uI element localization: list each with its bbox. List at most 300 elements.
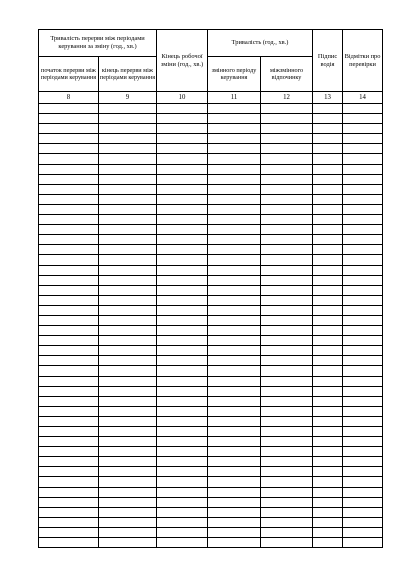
entry-cell[interactable] [157,517,208,527]
entry-cell[interactable] [99,265,157,275]
entry-cell[interactable] [313,447,343,457]
entry-cell[interactable] [157,487,208,497]
entry-cell[interactable] [261,366,313,376]
entry-cell[interactable] [313,134,343,144]
entry-cell[interactable] [157,386,208,396]
entry-cell[interactable] [343,114,383,124]
entry-cell[interactable] [39,134,99,144]
entry-cell[interactable] [313,104,343,114]
entry-cell[interactable] [39,215,99,225]
entry-cell[interactable] [39,527,99,537]
entry-cell[interactable] [313,416,343,426]
entry-cell[interactable] [343,295,383,305]
entry-cell[interactable] [313,255,343,265]
entry-cell[interactable] [261,265,313,275]
entry-cell[interactable] [261,194,313,204]
entry-cell[interactable] [39,194,99,204]
entry-cell[interactable] [99,134,157,144]
entry-cell[interactable] [99,245,157,255]
entry-cell[interactable] [313,527,343,537]
entry-cell[interactable] [343,285,383,295]
entry-cell[interactable] [313,406,343,416]
entry-cell[interactable] [157,285,208,295]
entry-cell[interactable] [261,215,313,225]
entry-cell[interactable] [157,477,208,487]
entry-cell[interactable] [313,487,343,497]
entry-cell[interactable] [261,386,313,396]
entry-cell[interactable] [99,507,157,517]
entry-cell[interactable] [313,285,343,295]
entry-cell[interactable] [208,477,261,487]
entry-cell[interactable] [261,457,313,467]
entry-cell[interactable] [208,396,261,406]
entry-cell[interactable] [261,326,313,336]
entry-cell[interactable] [208,386,261,396]
entry-cell[interactable] [208,346,261,356]
entry-cell[interactable] [208,235,261,245]
entry-cell[interactable] [208,457,261,467]
entry-cell[interactable] [261,275,313,285]
entry-cell[interactable] [343,235,383,245]
entry-cell[interactable] [313,184,343,194]
entry-cell[interactable] [208,376,261,386]
entry-cell[interactable] [261,124,313,134]
entry-cell[interactable] [313,154,343,164]
entry-cell[interactable] [343,144,383,154]
entry-cell[interactable] [343,457,383,467]
entry-cell[interactable] [343,184,383,194]
entry-cell[interactable] [313,174,343,184]
entry-cell[interactable] [313,305,343,315]
entry-cell[interactable] [39,104,99,114]
entry-cell[interactable] [39,144,99,154]
entry-cell[interactable] [157,396,208,406]
entry-cell[interactable] [261,538,313,548]
entry-cell[interactable] [99,447,157,457]
entry-cell[interactable] [261,487,313,497]
entry-cell[interactable] [343,427,383,437]
entry-cell[interactable] [208,164,261,174]
entry-cell[interactable] [39,447,99,457]
entry-cell[interactable] [39,174,99,184]
entry-cell[interactable] [39,538,99,548]
entry-cell[interactable] [261,356,313,366]
entry-cell[interactable] [99,315,157,325]
entry-cell[interactable] [313,275,343,285]
entry-cell[interactable] [261,517,313,527]
entry-cell[interactable] [39,235,99,245]
entry-cell[interactable] [157,427,208,437]
entry-cell[interactable] [313,235,343,245]
entry-cell[interactable] [343,305,383,315]
entry-cell[interactable] [157,124,208,134]
entry-cell[interactable] [343,437,383,447]
entry-cell[interactable] [343,245,383,255]
entry-cell[interactable] [99,376,157,386]
entry-cell[interactable] [313,124,343,134]
entry-cell[interactable] [99,154,157,164]
entry-cell[interactable] [208,204,261,214]
entry-cell[interactable] [99,124,157,134]
entry-cell[interactable] [157,356,208,366]
entry-cell[interactable] [313,295,343,305]
entry-cell[interactable] [208,194,261,204]
entry-cell[interactable] [39,204,99,214]
entry-cell[interactable] [313,336,343,346]
entry-cell[interactable] [157,204,208,214]
entry-cell[interactable] [157,406,208,416]
entry-cell[interactable] [208,285,261,295]
entry-cell[interactable] [39,305,99,315]
entry-cell[interactable] [343,336,383,346]
entry-cell[interactable] [343,154,383,164]
entry-cell[interactable] [343,416,383,426]
entry-cell[interactable] [343,517,383,527]
entry-cell[interactable] [208,527,261,537]
entry-cell[interactable] [208,517,261,527]
entry-cell[interactable] [343,315,383,325]
entry-cell[interactable] [99,204,157,214]
entry-cell[interactable] [99,396,157,406]
entry-cell[interactable] [208,427,261,437]
entry-cell[interactable] [99,104,157,114]
entry-cell[interactable] [208,447,261,457]
entry-cell[interactable] [313,164,343,174]
entry-cell[interactable] [208,104,261,114]
entry-cell[interactable] [313,225,343,235]
entry-cell[interactable] [343,447,383,457]
entry-cell[interactable] [261,315,313,325]
entry-cell[interactable] [313,386,343,396]
entry-cell[interactable] [208,245,261,255]
entry-cell[interactable] [208,124,261,134]
entry-cell[interactable] [261,427,313,437]
entry-cell[interactable] [261,497,313,507]
entry-cell[interactable] [208,487,261,497]
entry-cell[interactable] [343,527,383,537]
entry-cell[interactable] [157,346,208,356]
entry-cell[interactable] [157,144,208,154]
entry-cell[interactable] [99,164,157,174]
entry-cell[interactable] [313,114,343,124]
entry-cell[interactable] [313,346,343,356]
entry-cell[interactable] [343,366,383,376]
entry-cell[interactable] [39,406,99,416]
entry-cell[interactable] [343,538,383,548]
entry-cell[interactable] [208,275,261,285]
entry-cell[interactable] [208,255,261,265]
entry-cell[interactable] [39,275,99,285]
entry-cell[interactable] [157,275,208,285]
entry-cell[interactable] [261,396,313,406]
entry-cell[interactable] [39,507,99,517]
entry-cell[interactable] [208,315,261,325]
entry-cell[interactable] [99,487,157,497]
entry-cell[interactable] [99,275,157,285]
entry-cell[interactable] [313,497,343,507]
entry-cell[interactable] [99,174,157,184]
entry-cell[interactable] [157,447,208,457]
entry-cell[interactable] [313,427,343,437]
entry-cell[interactable] [39,376,99,386]
entry-cell[interactable] [157,497,208,507]
entry-cell[interactable] [313,517,343,527]
entry-cell[interactable] [208,497,261,507]
entry-cell[interactable] [343,396,383,406]
entry-cell[interactable] [343,255,383,265]
entry-cell[interactable] [157,376,208,386]
entry-cell[interactable] [313,245,343,255]
entry-cell[interactable] [313,366,343,376]
entry-cell[interactable] [39,427,99,437]
entry-cell[interactable] [157,295,208,305]
entry-cell[interactable] [313,215,343,225]
entry-cell[interactable] [99,346,157,356]
entry-cell[interactable] [39,315,99,325]
entry-cell[interactable] [157,164,208,174]
entry-cell[interactable] [39,386,99,396]
entry-cell[interactable] [313,265,343,275]
entry-cell[interactable] [261,416,313,426]
entry-cell[interactable] [99,255,157,265]
entry-cell[interactable] [39,497,99,507]
entry-cell[interactable] [99,527,157,537]
entry-cell[interactable] [99,285,157,295]
entry-cell[interactable] [157,104,208,114]
entry-cell[interactable] [261,295,313,305]
entry-cell[interactable] [39,416,99,426]
entry-cell[interactable] [208,366,261,376]
entry-cell[interactable] [261,527,313,537]
entry-cell[interactable] [343,326,383,336]
entry-cell[interactable] [343,477,383,487]
entry-cell[interactable] [208,326,261,336]
entry-cell[interactable] [261,507,313,517]
entry-cell[interactable] [208,265,261,275]
entry-cell[interactable] [313,507,343,517]
entry-cell[interactable] [99,538,157,548]
entry-cell[interactable] [343,194,383,204]
entry-cell[interactable] [157,255,208,265]
entry-cell[interactable] [39,124,99,134]
entry-cell[interactable] [99,437,157,447]
entry-cell[interactable] [313,376,343,386]
entry-cell[interactable] [261,336,313,346]
entry-cell[interactable] [208,467,261,477]
entry-cell[interactable] [99,467,157,477]
entry-cell[interactable] [261,144,313,154]
entry-cell[interactable] [208,114,261,124]
entry-cell[interactable] [343,265,383,275]
entry-cell[interactable] [99,184,157,194]
entry-cell[interactable] [39,255,99,265]
entry-cell[interactable] [39,245,99,255]
entry-cell[interactable] [157,326,208,336]
entry-cell[interactable] [39,356,99,366]
entry-cell[interactable] [261,285,313,295]
entry-cell[interactable] [313,194,343,204]
entry-cell[interactable] [261,376,313,386]
entry-cell[interactable] [157,336,208,346]
entry-cell[interactable] [157,194,208,204]
entry-cell[interactable] [99,427,157,437]
entry-cell[interactable] [208,507,261,517]
entry-cell[interactable] [99,356,157,366]
entry-cell[interactable] [343,174,383,184]
entry-cell[interactable] [261,437,313,447]
entry-cell[interactable] [208,416,261,426]
entry-cell[interactable] [343,275,383,285]
entry-cell[interactable] [261,225,313,235]
entry-cell[interactable] [208,305,261,315]
entry-cell[interactable] [343,164,383,174]
entry-cell[interactable] [39,164,99,174]
entry-cell[interactable] [313,437,343,447]
entry-cell[interactable] [39,285,99,295]
entry-cell[interactable] [39,326,99,336]
entry-cell[interactable] [343,225,383,235]
entry-cell[interactable] [99,386,157,396]
entry-cell[interactable] [157,134,208,144]
entry-cell[interactable] [261,305,313,315]
entry-cell[interactable] [343,507,383,517]
entry-cell[interactable] [99,235,157,245]
entry-cell[interactable] [208,184,261,194]
entry-cell[interactable] [99,517,157,527]
entry-cell[interactable] [39,467,99,477]
entry-cell[interactable] [157,416,208,426]
entry-cell[interactable] [157,235,208,245]
entry-cell[interactable] [157,366,208,376]
entry-cell[interactable] [39,487,99,497]
entry-cell[interactable] [39,336,99,346]
entry-cell[interactable] [99,336,157,346]
entry-cell[interactable] [99,477,157,487]
entry-cell[interactable] [39,295,99,305]
entry-cell[interactable] [208,134,261,144]
entry-cell[interactable] [157,174,208,184]
entry-cell[interactable] [313,396,343,406]
entry-cell[interactable] [157,245,208,255]
entry-cell[interactable] [99,295,157,305]
entry-cell[interactable] [39,225,99,235]
entry-cell[interactable] [208,154,261,164]
entry-cell[interactable] [208,356,261,366]
entry-cell[interactable] [157,457,208,467]
entry-cell[interactable] [261,184,313,194]
entry-cell[interactable] [99,225,157,235]
entry-cell[interactable] [261,255,313,265]
entry-cell[interactable] [313,204,343,214]
entry-cell[interactable] [157,538,208,548]
entry-cell[interactable] [99,215,157,225]
entry-cell[interactable] [99,305,157,315]
entry-cell[interactable] [99,406,157,416]
entry-cell[interactable] [313,538,343,548]
entry-cell[interactable] [261,134,313,144]
entry-cell[interactable] [39,346,99,356]
entry-cell[interactable] [208,215,261,225]
entry-cell[interactable] [157,305,208,315]
entry-cell[interactable] [313,326,343,336]
entry-cell[interactable] [313,356,343,366]
entry-cell[interactable] [157,215,208,225]
entry-cell[interactable] [261,164,313,174]
entry-cell[interactable] [343,134,383,144]
entry-cell[interactable] [261,204,313,214]
entry-cell[interactable] [261,406,313,416]
entry-cell[interactable] [39,114,99,124]
entry-cell[interactable] [39,517,99,527]
entry-cell[interactable] [313,144,343,154]
entry-cell[interactable] [261,346,313,356]
entry-cell[interactable] [261,174,313,184]
entry-cell[interactable] [99,416,157,426]
entry-cell[interactable] [157,527,208,537]
entry-cell[interactable] [39,366,99,376]
entry-cell[interactable] [157,437,208,447]
entry-cell[interactable] [261,467,313,477]
entry-cell[interactable] [39,477,99,487]
entry-cell[interactable] [39,154,99,164]
entry-cell[interactable] [208,437,261,447]
entry-cell[interactable] [99,457,157,467]
entry-cell[interactable] [157,507,208,517]
entry-cell[interactable] [343,356,383,366]
entry-cell[interactable] [313,477,343,487]
entry-cell[interactable] [39,457,99,467]
entry-cell[interactable] [343,497,383,507]
entry-cell[interactable] [208,225,261,235]
entry-cell[interactable] [208,295,261,305]
entry-cell[interactable] [343,104,383,114]
entry-cell[interactable] [208,174,261,184]
entry-cell[interactable] [208,406,261,416]
entry-cell[interactable] [261,245,313,255]
entry-cell[interactable] [157,467,208,477]
entry-cell[interactable] [313,457,343,467]
entry-cell[interactable] [261,114,313,124]
entry-cell[interactable] [343,346,383,356]
entry-cell[interactable] [208,144,261,154]
entry-cell[interactable] [343,204,383,214]
entry-cell[interactable] [313,315,343,325]
entry-cell[interactable] [99,326,157,336]
entry-cell[interactable] [343,386,383,396]
entry-cell[interactable] [261,477,313,487]
entry-cell[interactable] [343,215,383,225]
entry-cell[interactable] [99,497,157,507]
entry-cell[interactable] [157,154,208,164]
entry-cell[interactable] [157,114,208,124]
entry-cell[interactable] [343,487,383,497]
entry-cell[interactable] [157,265,208,275]
entry-cell[interactable] [261,104,313,114]
entry-cell[interactable] [313,467,343,477]
entry-cell[interactable] [261,235,313,245]
entry-cell[interactable] [261,447,313,457]
entry-cell[interactable] [157,225,208,235]
entry-cell[interactable] [99,114,157,124]
entry-cell[interactable] [99,144,157,154]
entry-cell[interactable] [343,124,383,134]
entry-cell[interactable] [208,336,261,346]
entry-cell[interactable] [343,467,383,477]
entry-cell[interactable] [99,194,157,204]
entry-cell[interactable] [39,437,99,447]
entry-cell[interactable] [157,315,208,325]
entry-cell[interactable] [261,154,313,164]
